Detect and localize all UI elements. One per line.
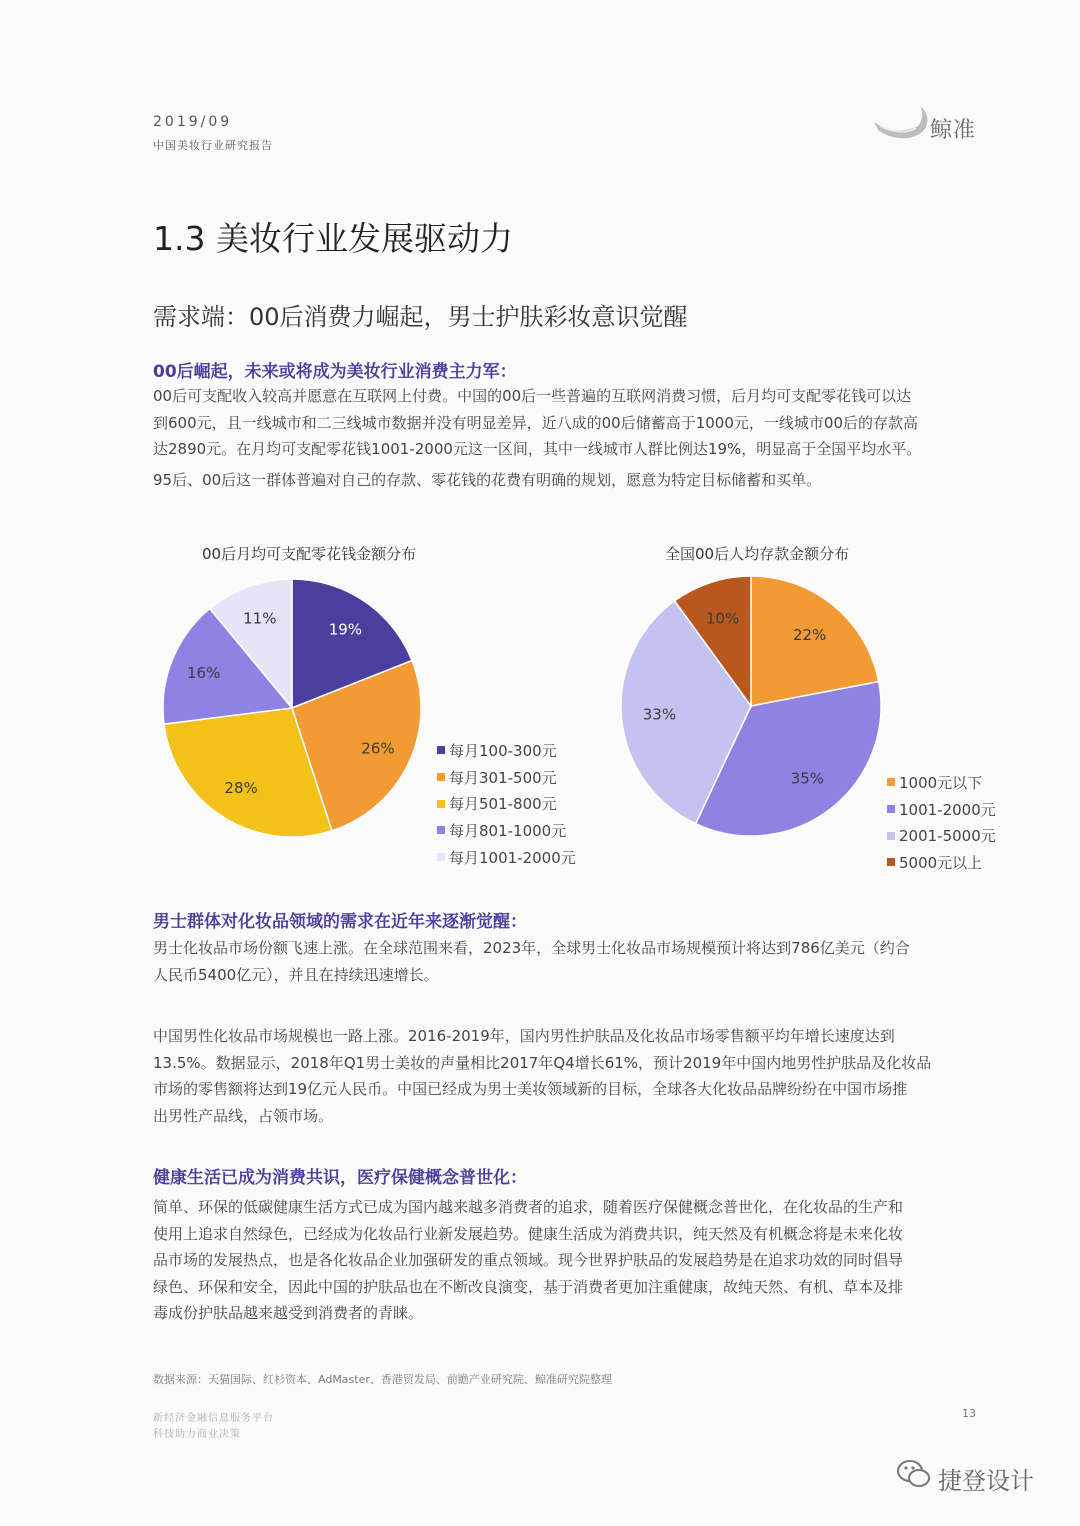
section2-line: 13.5%。数据显示，2018年Q1男士美妆的声量相比2017年Q4增长61%，预计2019年中国内地男性护肤品及化妆品 (153, 1053, 932, 1072)
pie-slice-label: 35% (790, 769, 825, 788)
chart1-title: 00后月均可支配零花钱金额分布 (202, 545, 417, 563)
page-number: 13 (962, 1407, 976, 1420)
legend-swatch (437, 826, 445, 834)
legend-item (437, 817, 576, 844)
legend-swatch (437, 746, 445, 754)
section2-paragraph2 (153, 1023, 979, 1129)
section1-paragraph (153, 383, 979, 493)
pie-slice-label: 10% (705, 609, 740, 628)
legend-item (887, 822, 996, 849)
chart2-legend (887, 769, 996, 876)
logo-text: 鲸准 (930, 118, 977, 143)
section2-heading: 男士群体对化妆品领域的需求在近年来逐渐觉醒： (153, 912, 527, 932)
legend-label: 2001-5000元 (899, 827, 996, 846)
legend-label: 每月801-1000元 (449, 821, 567, 840)
section2-line: 中国男性化妆品市场规模也一路上涨。2016-2019年，国内男性护肤品及化妆品市场零售额平均年增长速度达到 (153, 1027, 895, 1045)
section2-paragraph1 (153, 935, 979, 988)
section3-paragraph (153, 1194, 979, 1327)
legend-label: 每月501-800元 (449, 795, 557, 814)
legend-swatch (437, 853, 445, 861)
pie-slice-label: 26% (361, 739, 395, 758)
legend-swatch (437, 800, 445, 808)
wechat-icon (894, 1454, 934, 1494)
legend-label: 每月100-300元 (449, 741, 557, 760)
legend-item (887, 849, 996, 876)
report-subtitle: 中国美妆行业研究报告 (153, 139, 273, 152)
legend-swatch (887, 858, 895, 866)
section2-line: 市场的零售额将达到19亿元人民币。中国已经成为男士美妆领域新的目标，全球各大化妆品品牌纷纷在中国市场推 (153, 1080, 908, 1098)
report-date: 2019/09 (153, 114, 233, 130)
legend-swatch (437, 773, 445, 781)
page-title: 1.3 美妆行业发展驱动力 (153, 219, 513, 258)
section3-line: 使用上追求自然绿色，已经成为化妆品行业新发展趋势。健康生活成为消费共识，纯天然及有机概念将是未来化妆 (153, 1224, 904, 1243)
data-source: 数据来源：天猫国际、红杉资本、AdMaster、香港贸发局、前瞻产业研究院、鲸准研究院整理 (153, 1373, 612, 1386)
page-subtitle: 需求端：00后消费力崛起，男士护肤彩妆意识觉醒 (153, 303, 688, 331)
pie-slice-label: 16% (186, 664, 221, 683)
section3-line: 毒成份护肤品越来越受到消费者的青睐。 (153, 1304, 424, 1322)
section1-line: 95后、00后这一群体普遍对自己的存款、零花钱的花费有明确的规划，愿意为特定目标储蓄和买单。 (153, 470, 822, 489)
section2-line: 出男性产品线，占领市场。 (153, 1106, 334, 1125)
section1-line: 00后可支配收入较高并愿意在互联网上付费。中国的00后一些普遍的互联网消费习惯，后月均可支配零花钱可以达 (153, 387, 912, 405)
legend-label: 每月1001-2000元 (449, 848, 576, 867)
legend-item (437, 844, 576, 871)
chart2-pie (618, 573, 888, 843)
section3-line: 简单、环保的低碳健康生活方式已成为国内越来越多消费者的追求，随着医疗保健概念普世化，在化妆品的生产和 (153, 1198, 904, 1216)
legend-swatch (887, 832, 895, 840)
section3-line: 品市场的发展热点，也是各化妆品企业加强研发的重点领域。现今世界护肤品的发展趋势是在追求功效的同时倡导 (153, 1251, 904, 1269)
legend-label: 每月301-500元 (449, 768, 557, 787)
pie-slice-label: 19% (328, 620, 363, 639)
footer-line1: 新经济金融信息服务平台 (153, 1413, 274, 1424)
chart1-legend (437, 737, 576, 870)
chart1-pie (160, 575, 430, 845)
chart2-title: 全国00后人均存款金额分布 (665, 545, 850, 563)
legend-item (887, 769, 996, 796)
section1-line: 达2890元。在月均可支配零花钱1001-2000元这一区间，其中一线城市人群比例达19%，明显高于全国平均水平。 (153, 440, 922, 458)
pie-slice-label: 11% (243, 609, 277, 628)
legend-swatch (887, 778, 895, 786)
footer-line2: 科技助力商业决策 (153, 1429, 241, 1440)
legend-label: 1001-2000元 (899, 800, 996, 819)
legend-label: 1000元以下 (899, 773, 983, 792)
legend-swatch (887, 805, 895, 813)
legend-item (437, 737, 576, 764)
section1-heading: 00后崛起，未来或将成为美妆行业消费主力军： (153, 362, 517, 382)
legend-label: 5000元以上 (899, 853, 983, 872)
legend-item (437, 790, 576, 817)
pie-slice-label: 28% (224, 779, 258, 798)
section3-heading: 健康生活已成为消费共识，医疗保健概念普世化： (153, 1168, 527, 1188)
section2-line: 男士化妆品市场份额飞速上涨。在全球范围来看，2023年，全球男士化妆品市场规模预计将达到786亿美元（约合 (153, 939, 910, 957)
pie-slice-label: 22% (792, 626, 827, 645)
pie-slice-label: 33% (642, 705, 677, 724)
section1-line: 到600元，且一线城市和二三线城市数据并没有明显差异，近八成的00后储蓄高于1000元，一线城市00后的存款高 (153, 413, 918, 432)
watermark-text: 捷登设计 (938, 1467, 1034, 1495)
section3-line: 绿色、环保和安全，因此中国的护肤品也在不断改良演变，基于消费者更加注重健康，故纯天然、有机、草本及排 (153, 1277, 904, 1296)
legend-item (887, 796, 996, 823)
legend-item (437, 764, 576, 791)
section2-line: 人民币5400亿元），并且在持续迅速增长。 (153, 965, 439, 984)
